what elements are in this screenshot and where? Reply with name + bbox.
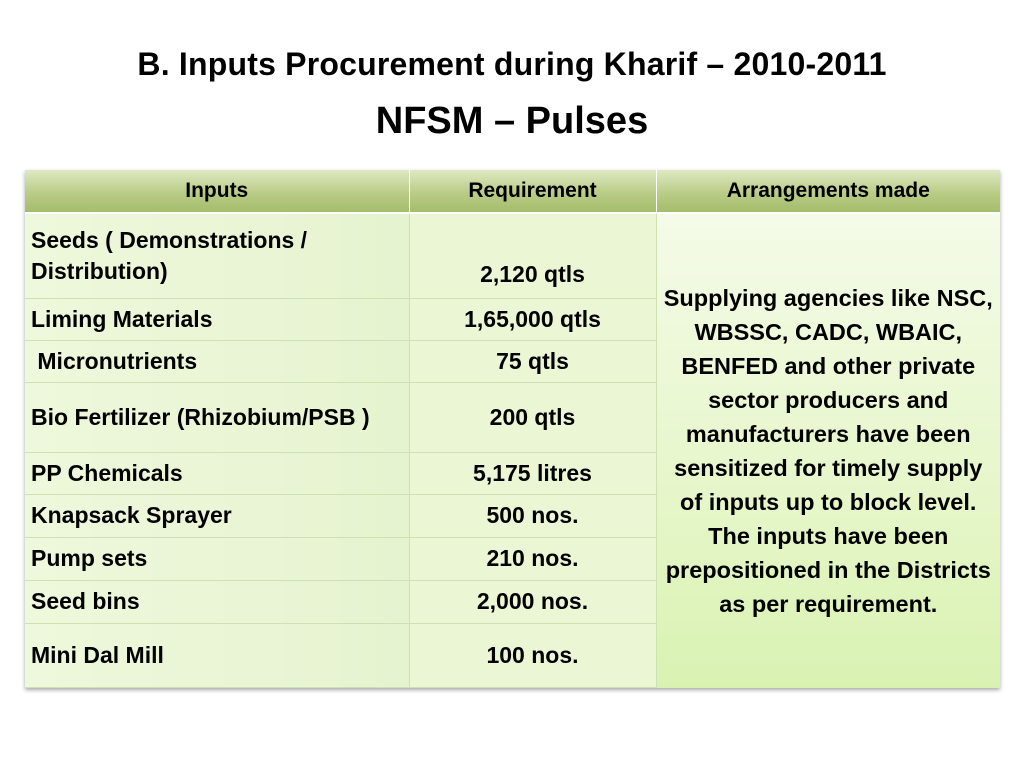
input-cell: Pump sets — [25, 537, 409, 580]
header-inputs: Inputs — [25, 170, 409, 213]
requirement-cell: 100 nos. — [409, 623, 656, 687]
requirement-cell: 500 nos. — [409, 494, 656, 537]
requirement-cell: 200 qtls — [409, 382, 656, 452]
input-cell: Knapsack Sprayer — [25, 494, 409, 537]
header-requirement: Requirement — [409, 170, 656, 213]
procurement-table-container — [25, 170, 1000, 688]
header-arrangements: Arrangements made — [656, 170, 1000, 213]
input-cell: Mini Dal Mill — [25, 623, 409, 687]
requirement-cell: 2,000 nos. — [409, 580, 656, 623]
slide-subtitle: NFSM – Pulses — [375, 100, 649, 142]
input-cell: Liming Materials — [25, 298, 409, 340]
arrangements-cell: Supplying agencies like NSC, WBSSC, CADC, WBAIC, BENFED and other private sector producers and manufacturers have been sensitized for timely supply of inputs up to block level. The inputs have been prepositioned in the Districts as per requirement. — [656, 213, 1000, 688]
requirement-cell: 1,65,000 qtls — [409, 298, 656, 340]
table-row — [25, 213, 1000, 298]
table-header-row — [25, 170, 1000, 213]
input-cell: Micronutrients — [25, 340, 409, 382]
requirement-cell: 75 qtls — [409, 340, 656, 382]
requirement-cell: 2,120 qtls — [409, 213, 656, 298]
procurement-table — [25, 170, 1000, 688]
requirement-cell: 5,175 litres — [409, 452, 656, 494]
input-cell: Seed bins — [25, 580, 409, 623]
input-cell: Bio Fertilizer (Rhizobium/PSB ) — [25, 382, 409, 452]
input-cell: PP Chemicals — [25, 452, 409, 494]
slide-title: B. Inputs Procurement during Kharif – 2010-2011 — [137, 46, 887, 82]
requirement-cell: 210 nos. — [409, 537, 656, 580]
input-cell: Seeds ( Demonstrations / Distribution) — [25, 213, 409, 298]
